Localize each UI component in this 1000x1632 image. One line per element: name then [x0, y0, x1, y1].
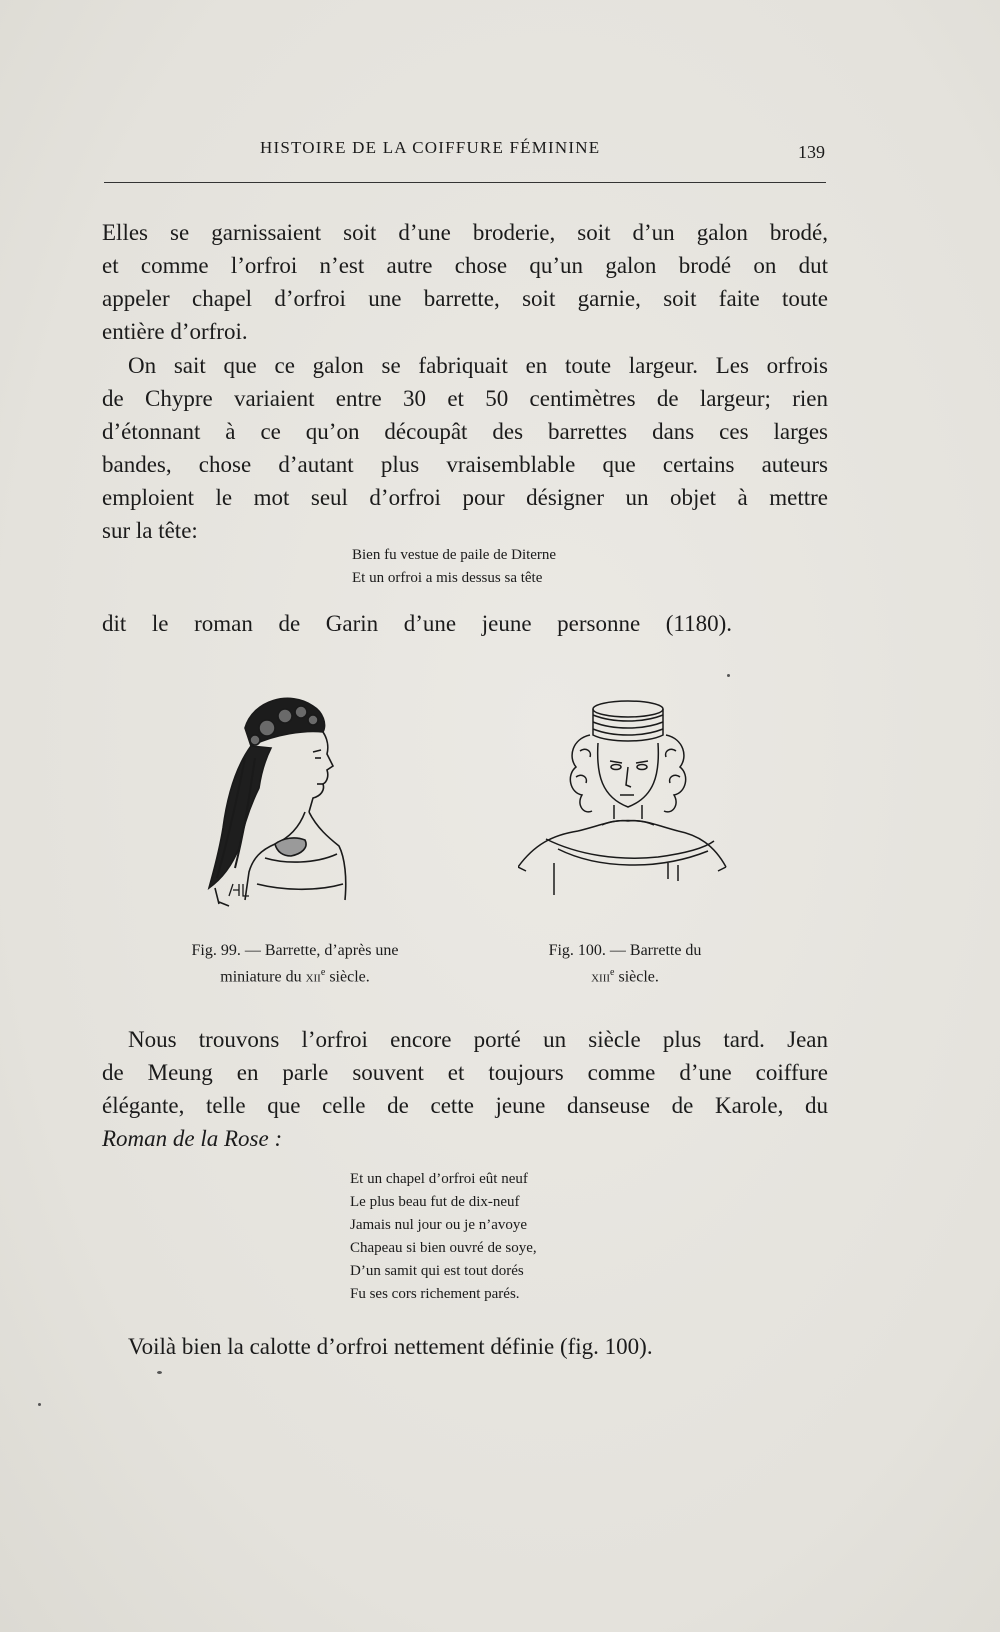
text-line: Elles se garnissaient soit d’une broderie, soit d’un galon brodé,	[102, 220, 828, 245]
text-line: emploient le mot seul d’orfroi pour désigner un objet à mettre	[102, 485, 828, 510]
text-line: appeler chapel d’orfroi une barrette, soit garnie, soit faite toute	[102, 286, 828, 311]
verse-line: Bien fu vestue de paile de Diterne	[352, 547, 557, 563]
paragraph-3	[102, 1023, 828, 1155]
caption-line: miniature du xii$^e$ siècle.	[220, 967, 370, 986]
figure-99-caption	[160, 940, 430, 988]
figure-100-illustration	[518, 695, 738, 915]
paragraph-1	[102, 216, 828, 348]
paper-speck	[727, 674, 730, 677]
text-line: de Meung en parle souvent et toujours comme d’une coiffure	[102, 1060, 828, 1085]
paper-speck	[38, 1403, 41, 1406]
text-line: On sait que ce galon se fabriquait en toute largeur. Les orfrois	[128, 353, 828, 378]
paper-speck	[157, 1371, 162, 1374]
running-head	[100, 138, 825, 168]
closing-line: Voilà bien la calotte d’orfroi nettement définie (fig. 100).	[128, 1334, 653, 1359]
figure-99-illustration	[205, 688, 365, 923]
line-after-verse-1: dit le roman de Garin d’une jeune personne (1180).	[102, 611, 732, 636]
caption-line: xiii$^e$ siècle.	[591, 967, 659, 986]
woman-profile-barrette-drawing	[205, 688, 365, 923]
text-line: et comme l’orfroi n’est autre chose qu’un galon brodé on dut	[102, 253, 828, 278]
verse-line: Et un orfroi a mis dessus sa tête	[352, 570, 543, 586]
header-rule	[104, 182, 826, 183]
verse-line: Et un chapel d’orfroi eût neuf	[350, 1171, 528, 1187]
text-line: Nous trouvons l’orfroi encore porté un siècle plus tard. Jean	[128, 1027, 828, 1052]
caption-line: Fig. 99. — Barrette, d’après une	[191, 942, 399, 959]
text-line: élégante, telle que celle de cette jeune danseuse de Karole, du	[102, 1093, 828, 1118]
woman-front-barrette-drawing	[518, 695, 738, 915]
text-line: de Chypre variaient entre 30 et 50 centimètres de largeur; rien	[102, 386, 828, 411]
italic-title-line: Roman de la Rose :	[102, 1126, 283, 1151]
figure-100-caption	[520, 940, 730, 988]
text-line: d’étonnant à ce qu’on découpât des barrettes dans ces larges	[102, 419, 828, 444]
verse-line: Chapeau si bien ouvré de soye,	[350, 1240, 537, 1256]
verse-line: Jamais nul jour ou je n’avoye	[350, 1217, 528, 1233]
verse-line: Le plus beau fut de dix-neuf	[350, 1194, 520, 1210]
verse-quote-1	[352, 544, 556, 590]
verse-line: D’un samit qui est tout dorés	[350, 1263, 524, 1279]
paragraph-2	[102, 349, 828, 547]
verse-line: Fu ses cors richement parés.	[350, 1286, 520, 1302]
running-title: HISTOIRE DE LA COIFFURE FÉMININE	[260, 138, 601, 157]
verse-quote-2	[350, 1168, 537, 1306]
page-number: 139	[798, 142, 825, 162]
text-line: sur la tête:	[102, 518, 198, 543]
text-line: entière d’orfroi.	[102, 319, 248, 344]
caption-line: Fig. 100. — Barrette du	[548, 942, 702, 959]
text-line: bandes, chose d’autant plus vraisemblable que certains auteurs	[102, 452, 828, 477]
